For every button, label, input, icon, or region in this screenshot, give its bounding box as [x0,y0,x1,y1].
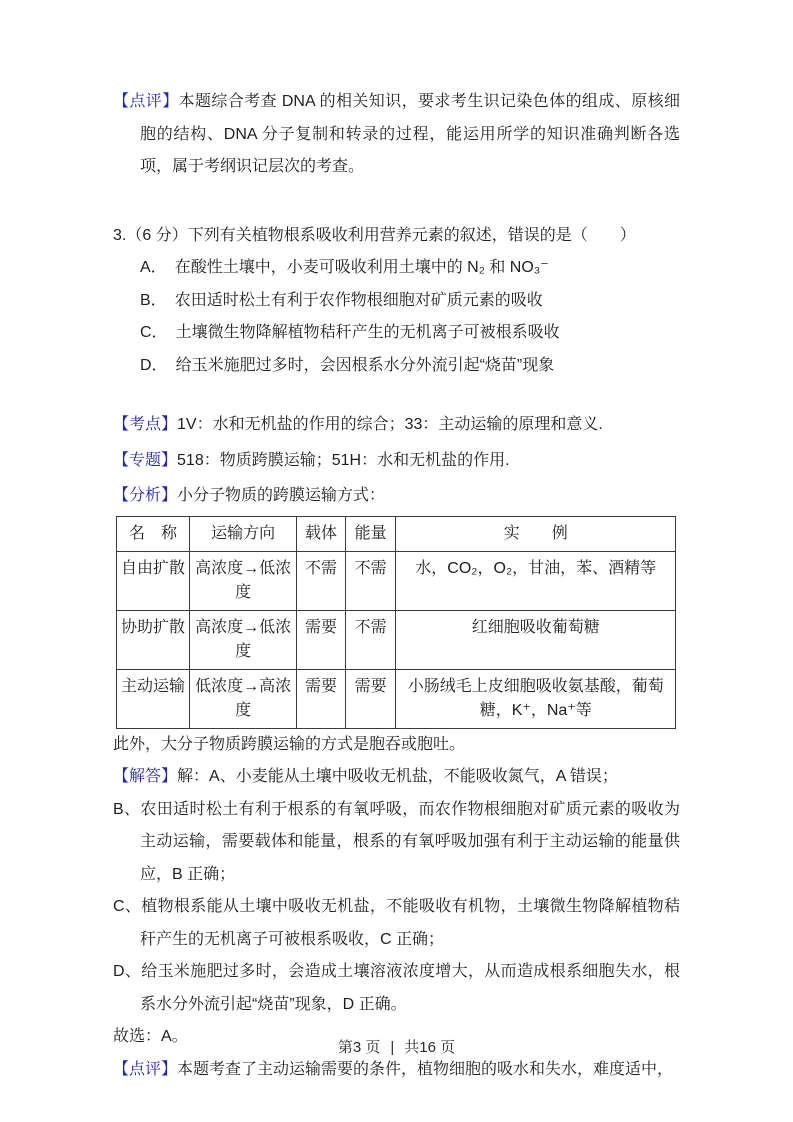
solution-paragraph-b: B、农田适时松土有利于根系的有氧呼吸，而农作物根细胞对矿质元素的吸收为主动运输，需要载体和能量，根系的有氧呼吸加强有利于主动运输的能量供应，B 正确； [113,800,680,883]
zhuanti-marker: 【专题】 [113,451,178,469]
cell-carrier: 需要 [297,610,346,669]
zhuanti-line [113,445,680,478]
footer-separator: | [390,1039,395,1056]
footer-total-pages: 共16 页 [404,1039,456,1056]
prev-comment-text: 本题综合考查 DNA 的相关知识，要求考生识记染色体的组成、原核细胞的结构、DNA 分子复制和转录的过程，能运用所学的知识准确判断各选项，属于考纲识记层次的考查。 [140,93,680,175]
cell-energy: 不需 [345,610,396,669]
question-heading: 3.（6 分）下列有关植物根系吸收利用营养元素的叙述，错误的是（ ） [113,226,636,244]
footer-page-number: 第3 页 [337,1039,381,1056]
analysis-marker: 【分析】 [113,487,178,504]
cell-name: 协助扩散 [117,610,190,669]
final-comment-text: 本题考查了主动运输需要的条件，植物细胞的吸水和失水，难度适中， [177,1060,674,1078]
solution-paragraph-c: C、植物根系能从土壤中吸收无机盐，不能吸收有机物，土壤微生物降解植物秸秆产生的无机离子可被根系吸收，C 正确； [113,898,680,948]
zhuanti-text: 518：物质跨膜运输；51H：水和无机盐的作用. [177,451,510,469]
analysis-note: 此外，大分子物质跨膜运输的方式是胞吞或胞吐。 [113,735,466,753]
option-c [140,317,680,350]
prev-comment-paragraph [113,86,680,184]
header-cell-carrier: 载体 [297,516,346,551]
option-a-label: A． [140,259,167,276]
cell-carrier: 不需 [297,551,346,610]
option-b-label: B． [140,291,167,309]
kaodian-line [113,409,680,442]
analysis-intro-text: 小分子物质的跨膜运输方式： [177,487,386,504]
option-d-label: D． [140,356,168,374]
cell-energy: 不需 [345,551,396,610]
option-d-text: 给玉米施肥过多时，会因根系水分外流引起“烧苗”现象 [175,356,555,374]
question-options [140,252,680,382]
comment-marker: 【点评】 [113,1060,178,1078]
header-cell-direction: 运输方向 [189,516,296,551]
solution-paragraph-d: D、给玉米施肥过多时，会造成土壤溶液浓度增大，从而造成根系细胞失水，根系水分外流引起“烧苗”现象，D 正确。 [113,963,680,1013]
analysis-line [113,480,680,513]
page-footer [0,1038,793,1058]
option-c-label: C． [140,324,168,341]
option-b [140,285,680,318]
table-row [117,551,676,610]
solution-lead-text: 解：A、小麦能从土壤中吸收无机盐，不能吸收氮气，A 错误； [177,768,618,785]
cell-example: 水，CO₂，O₂，甘油，苯、酒精等 [396,551,676,610]
cell-example: 红细胞吸收葡萄糖 [396,610,676,669]
cell-carrier: 需要 [297,669,346,728]
cell-direction: 低浓度→高浓度 [189,669,296,728]
table-row [117,610,676,669]
transport-modes-table [116,516,676,729]
header-cell-example: 实 例 [396,516,676,551]
comment-marker: 【点评】 [113,93,179,110]
option-a-text: 在酸性土壤中，小麦可吸收利用土壤中的 N₂ 和 NO₃⁻ [174,259,549,276]
header-cell-name: 名 称 [117,516,190,551]
solution-marker: 【解答】 [113,768,178,785]
page-content [113,86,680,1086]
solution-lead-paragraph [113,761,680,794]
option-b-text: 农田适时松土有利于农作物根细胞对矿质元素的吸收 [174,291,543,309]
cell-direction: 高浓度→低浓度 [189,551,296,610]
cell-example: 小肠绒毛上皮细胞吸收氨基酸，葡萄糖，K⁺，Na⁺等 [396,669,676,728]
cell-energy: 需要 [345,669,396,728]
option-d [140,350,680,383]
header-cell-energy: 能量 [345,516,396,551]
cell-name: 自由扩散 [117,551,190,610]
final-comment-paragraph [113,1054,680,1087]
cell-name: 主动运输 [117,669,190,728]
cell-direction: 高浓度→低浓度 [189,610,296,669]
kaodian-text: 1V：水和无机盐的作用的综合；33：主动运输的原理和意义. [177,416,603,433]
spacer [113,184,680,220]
option-a [140,252,680,285]
kaodian-marker: 【考点】 [113,416,178,433]
option-c-text: 土壤微生物降解植物秸秆产生的无机离子可被根系吸收 [175,324,560,341]
spacer [113,382,680,409]
table-header-row [117,516,676,551]
solution-conclusion: 故选：A。 [113,1028,188,1045]
table-row [117,669,676,728]
